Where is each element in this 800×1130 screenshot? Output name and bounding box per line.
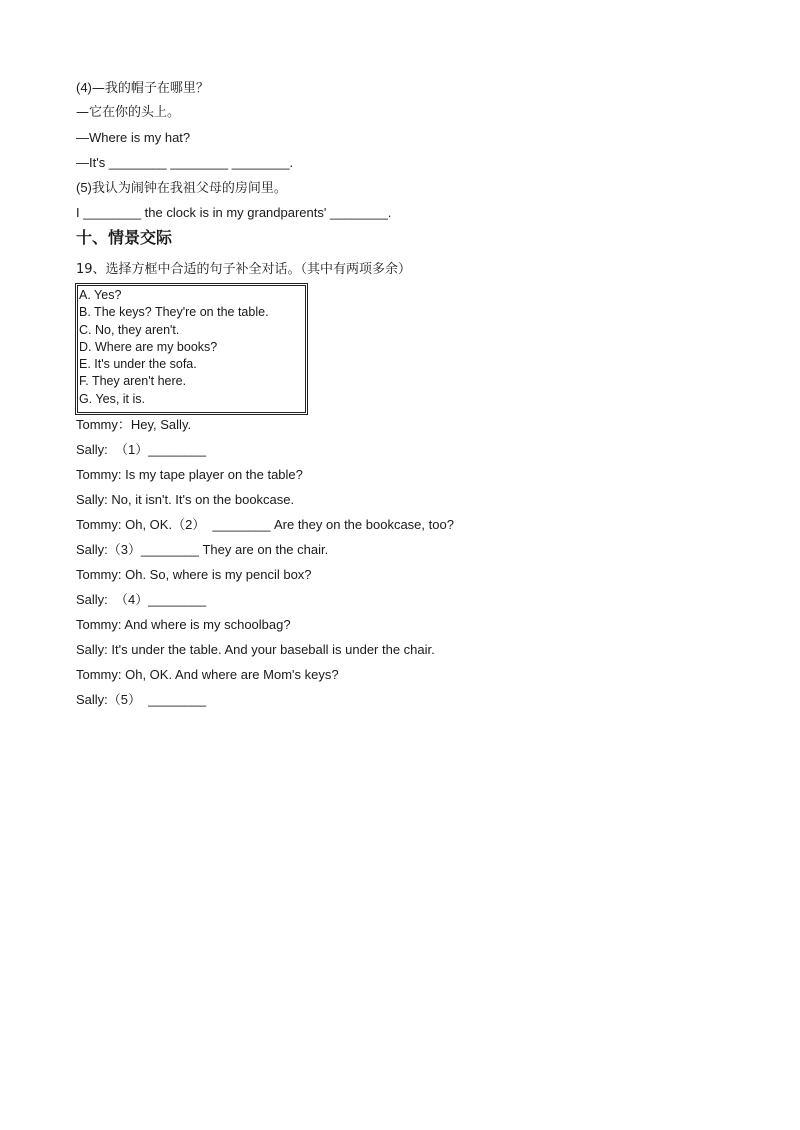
q19-instruction: 19、选择方框中合适的句子补全对话。（其中有两项多余）	[76, 262, 412, 277]
option-e: E. It's under the sofa.	[79, 357, 197, 372]
options-box	[75, 283, 308, 415]
option-d: D. Where are my books?	[79, 339, 218, 354]
dialogue-line-2: Sally: （1）________	[76, 442, 207, 457]
dialogue-line-1: Tommy：Hey, Sally.	[76, 417, 192, 432]
q4-en-question: —Where is my hat?	[76, 130, 191, 145]
option-b: B. The keys? They're on the table.	[79, 305, 269, 320]
q4-label: (4)	[76, 80, 92, 95]
q4-cn-answer: —它在你的头上。	[76, 105, 181, 120]
q5-label: (5)	[76, 180, 92, 195]
q4-cn-question-text: —我的帽子在哪里？	[91, 81, 209, 96]
q5-cn-sentence-text: 我认为闹钟在我祖父母的房间里。	[91, 181, 287, 196]
dialogue-line-4: Sally: No, it isn't. It's on the bookcase.	[76, 492, 295, 507]
section-heading: 十、情景交际	[76, 228, 173, 247]
q5-cn-sentence	[76, 180, 287, 197]
dialogue-line-11: Tommy: Oh, OK. And where are Mom's keys?	[76, 667, 339, 682]
dialogue-line-5: Tommy: Oh, OK.（2） ________ Are they on the bookcase, too?	[76, 517, 454, 532]
dialogue-line-6: Sally:（3）________ They are on the chair.	[76, 542, 329, 557]
option-f: F. They aren't here.	[79, 374, 187, 389]
dialogue-line-12: Sally:（5） ________	[76, 692, 207, 707]
dialogue-line-7: Tommy: Oh. So, where is my pencil box?	[76, 567, 312, 582]
option-g: G. Yes, it is.	[79, 391, 146, 406]
option-c: C. No, they aren't.	[79, 322, 180, 337]
dialogue-line-9: Tommy: And where is my schoolbag?	[76, 617, 291, 632]
dialogue-line-3: Tommy: Is my tape player on the table?	[76, 467, 303, 482]
option-a: A. Yes?	[79, 288, 122, 302]
q4-en-answer: —It's ________ ________ ________.	[76, 155, 294, 170]
q5-en-sentence: I ________ the clock is in my grandparents' ________.	[76, 205, 392, 220]
dialogue-line-10: Sally: It's under the table. And your baseball is under the chair.	[76, 642, 435, 657]
dialogue-line-8: Sally: （4）________	[76, 592, 207, 607]
q4-cn-question	[76, 80, 209, 97]
